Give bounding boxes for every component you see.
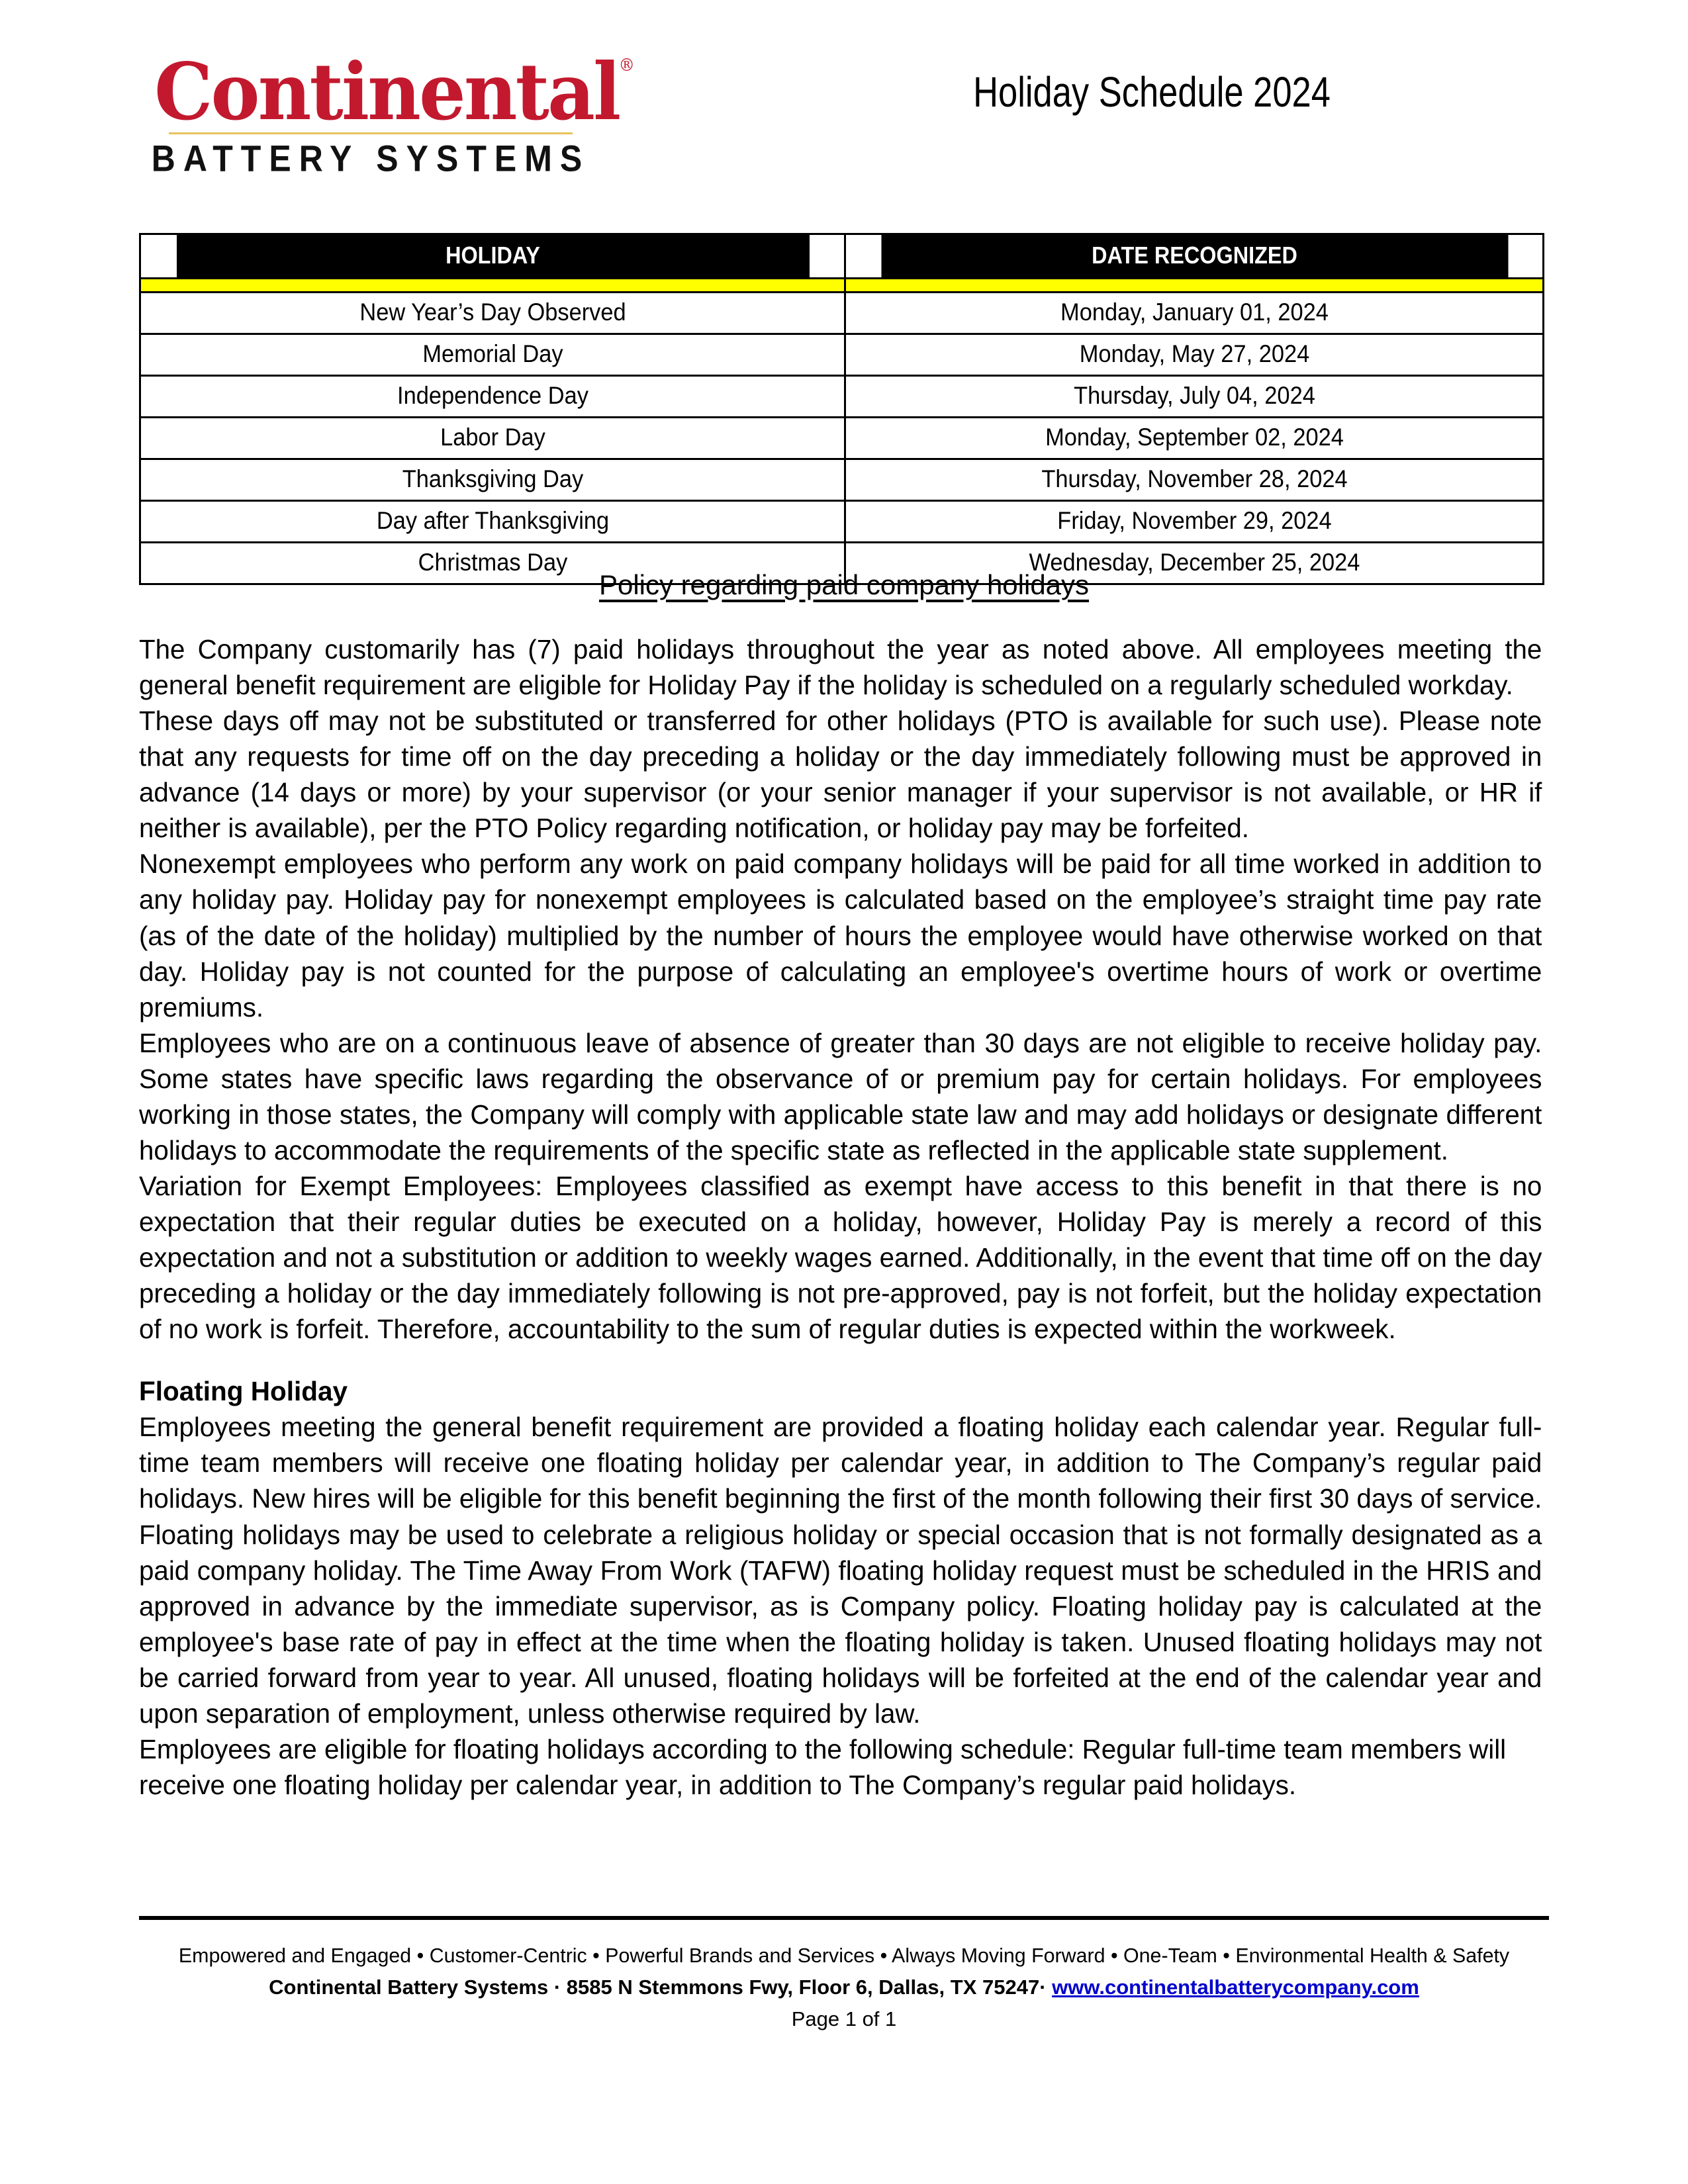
table-body: [140, 293, 1544, 584]
table-row: [140, 501, 1544, 543]
cell-date: Monday, September 02, 2024: [869, 418, 1519, 459]
cell-holiday: Memorial Day: [165, 334, 820, 376]
cell-date: Monday, January 01, 2024: [869, 293, 1519, 334]
table-accent-band: [140, 279, 1544, 293]
cell-holiday: Independence Day: [165, 376, 820, 418]
policy-section-heading-text: Policy regarding paid company holidays: [598, 569, 1090, 600]
registered-trademark-icon: ®: [618, 56, 633, 75]
cell-date: Friday, November 29, 2024: [869, 501, 1519, 543]
table-row: [140, 459, 1544, 501]
cell-date: Monday, May 27, 2024: [869, 334, 1519, 376]
document-body: [139, 569, 1549, 1803]
table-row: [140, 418, 1544, 459]
policy-paragraph-3: Nonexempt employees who perform any work on paid company holidays will be paid for all time worked in addition to any holiday pay. Holiday pay for nonexempt employees is calculated based on the employee’s straight time pay rate (as of the date of the holiday) multiplied by the number of hours the employee would have otherwise worked on that day. Holiday pay is not counted for the purpose of calculating an employee's overtime hours of work or overtime premiums.: [139, 848, 1542, 1023]
table-row: [140, 293, 1544, 334]
cell-holiday: Thanksgiving Day: [165, 459, 820, 501]
column-header-holiday: HOLIDAY: [175, 234, 810, 279]
document-header: [139, 46, 1549, 205]
footer-company-address: Continental Battery Systems · 8585 N Stemmons Fwy, Floor 6, Dallas, TX 75247·: [269, 1976, 1053, 1999]
accent-band-right: [845, 279, 1544, 293]
footer-tagline: Empowered and Engaged • Customer-Centric • Powerful Brands and Services • Always Moving Forward • One-Team • Environmental Health & Safety: [178, 1944, 1510, 1967]
table-row: [140, 334, 1544, 376]
footer-divider-rule: [139, 1916, 1549, 1920]
column-header-date: DATE RECOGNIZED: [880, 234, 1509, 279]
floating-holiday-paragraph-1: Employees meeting the general benefit requirement are provided a floating holiday each calendar year. Regular full-time team members will receive one floating holiday per calendar year, in addition to The Company’s regular paid holidays. New hires will be eligible for this benefit beginning the first of the month following their first 30 days of service. Floating holidays may be used to celebrate a religious holiday or special occasion that is not formally designated as a paid company holiday. The Time Away From Work (TAFW) floating holiday request must be scheduled in the HRIS and approved in advance by the immediate supervisor, as is Company policy. Floating holiday pay is calculated at the employee's base rate of pay in effect at the time when the floating holiday is taken. Unused floating holidays may not be carried forward from year to year. All unused, floating holidays will be forfeited at the end of the calendar year and upon separation of employment, unless otherwise required by law.: [139, 1412, 1542, 1729]
policy-paragraph-5: Variation for Exempt Employees: Employees classified as exempt have access to this benefit in that there is no expectation that their regular duties be executed on a holiday, however, Holiday Pay is merely a record of this expectation and not a substitution or addition to weekly wages earned. Additionally, in the event that time off on the day preceding a holiday or the day immediately following is not pre-approved, pay is not forfeit, but the holiday expectation of no work is forfeit. Therefore, accountability to the sum of regular duties is expected within the workweek.: [139, 1170, 1542, 1345]
company-website-link[interactable]: www.continentalbatterycompany.com: [1052, 1976, 1419, 1999]
cell-holiday: Christmas Day: [165, 543, 820, 584]
footer-address-line: [139, 1976, 1549, 1999]
table-row: [140, 376, 1544, 418]
cell-holiday: Day after Thanksgiving: [165, 501, 820, 543]
policy-paragraph-2: These days off may not be substituted or transferred for other holidays (PTO is available for such use). Please note that any requests for time off on the day preceding a holiday or the day immediately following must be approved in advance (14 days or more) by your supervisor (or your senior manager if your supervisor is not available, or HR if neither is available), per the PTO Policy regarding notification, or holiday pay may be forfeited.: [139, 705, 1542, 844]
section-spacer: [139, 1347, 1549, 1373]
floating-holiday-paragraph-2: Employees are eligible for floating holidays according to the following schedule: Regular full-time team members will receive one floating holiday per calendar year, in addition to The Company’s regular paid holidays.: [139, 1733, 1507, 1800]
footer-page-number: Page 1 of 1: [791, 2007, 897, 2030]
accent-band-left: [140, 279, 845, 293]
cell-holiday: Labor Day: [165, 418, 820, 459]
policy-section-heading: [139, 569, 1549, 601]
logo-wordmark-text: Continental: [154, 46, 620, 138]
cell-date: Thursday, July 04, 2024: [869, 376, 1519, 418]
cell-date: Wednesday, December 25, 2024: [869, 543, 1519, 584]
policy-paragraph-4: Employees who are on a continuous leave of absence of greater than 30 days are not eligible to receive holiday pay. Some states have specific laws regarding the observance of or premium pay for certain holidays. For employees working in those states, the Company will comply with applicable state law and may add holidays or designate different holidays to accommodate the requirements of the specific state as reflected in the applicable state supplement.: [139, 1027, 1542, 1165]
logo-subtitle: BATTERY SYSTEMS: [151, 138, 590, 179]
page-title: Holiday Schedule 2024: [973, 68, 1331, 116]
floating-holiday-heading: Floating Holiday: [139, 1376, 348, 1407]
table-header-row: [140, 234, 1544, 279]
logo-wordmark: [154, 46, 633, 138]
policy-paragraph-1: The Company customarily has (7) paid holidays throughout the year as noted above. All employees meeting the general benefit requirement are eligible for Holiday Pay if the holiday is scheduled on a regularly scheduled workday.: [139, 634, 1542, 701]
cell-holiday: New Year’s Day Observed: [165, 293, 820, 334]
document-footer: [139, 1916, 1549, 2031]
cell-date: Thursday, November 28, 2024: [869, 459, 1519, 501]
holiday-schedule-table: [139, 233, 1544, 585]
company-logo: [139, 46, 633, 179]
